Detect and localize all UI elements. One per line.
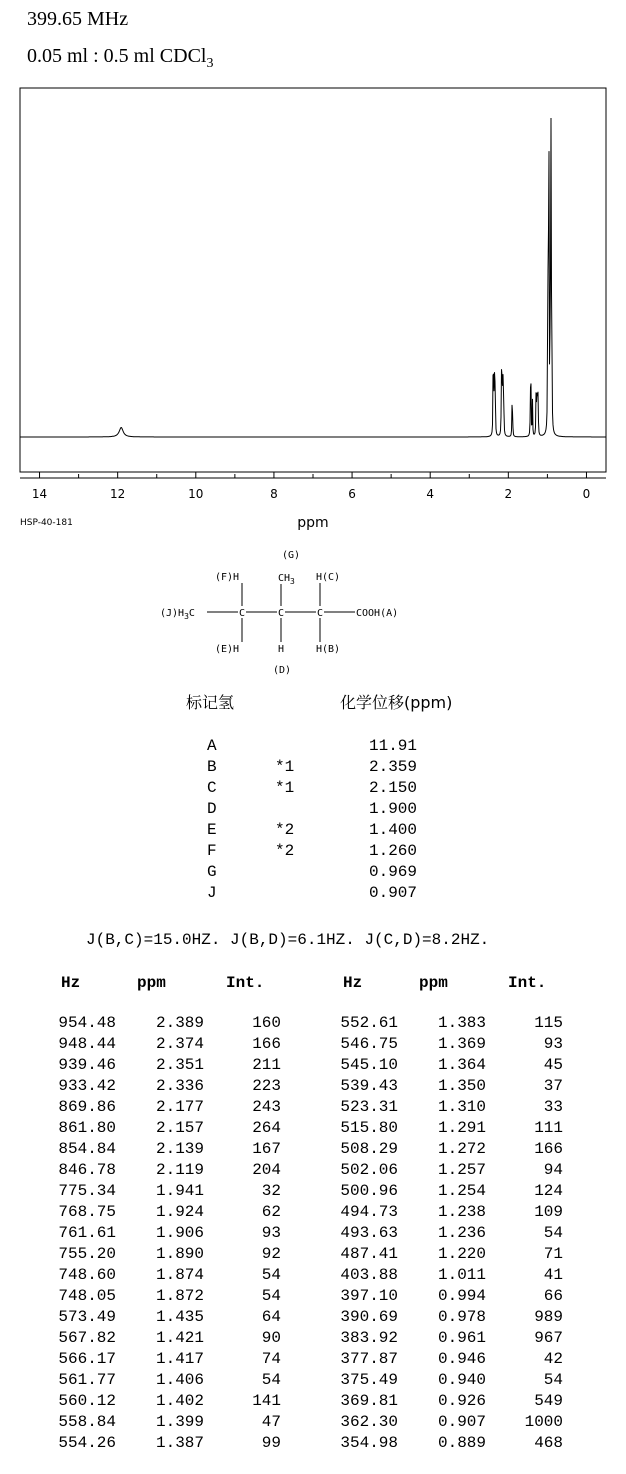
peak-table-cell: 869.86 bbox=[58, 1098, 116, 1116]
peak-table-cell: 854.84 bbox=[58, 1140, 116, 1158]
peak-table-cell: 948.44 bbox=[58, 1035, 116, 1053]
peak-table-cell: 1.399 bbox=[155, 1413, 204, 1431]
peak-table-cell: 1.238 bbox=[437, 1203, 486, 1221]
peak-table-cell: 264 bbox=[252, 1119, 281, 1137]
peak-table-cell: 493.63 bbox=[340, 1224, 398, 1242]
peak-table-cell: 1.874 bbox=[155, 1266, 204, 1284]
peak-table-cell: 93 bbox=[261, 1224, 281, 1242]
assignment-shift: 0.969 bbox=[368, 863, 417, 881]
peak-table-cell: 1000 bbox=[524, 1413, 563, 1431]
peak-table-cell: 45 bbox=[543, 1056, 563, 1074]
peak-table-cell: 1.011 bbox=[437, 1266, 486, 1284]
peak-table-cell: 1.310 bbox=[437, 1098, 486, 1116]
peak-table-cell: 32 bbox=[261, 1182, 281, 1200]
assignment-shift: 1.400 bbox=[368, 821, 417, 839]
peak-table-cell: 0.926 bbox=[437, 1392, 486, 1410]
peak-table-cell: 768.75 bbox=[58, 1203, 116, 1221]
peak-table-cell: 554.26 bbox=[58, 1434, 116, 1452]
peak-table-cell: 523.31 bbox=[340, 1098, 398, 1116]
bonds bbox=[207, 583, 355, 642]
peak-table-cell: 1.350 bbox=[437, 1077, 486, 1095]
label-CH3 bbox=[278, 573, 295, 586]
peak-table-cell: 223 bbox=[252, 1077, 281, 1095]
peak-table-cell: 2.157 bbox=[155, 1119, 204, 1137]
peak-table-cell: 0.994 bbox=[437, 1287, 486, 1305]
label-H-D: H bbox=[278, 644, 285, 655]
assignment-label: A bbox=[207, 737, 217, 755]
peak-table-cell: 1.924 bbox=[155, 1203, 204, 1221]
solvent-text: 0.05 ml : 0.5 ml CDCl bbox=[27, 45, 207, 67]
peak-table-cell: 546.75 bbox=[340, 1035, 398, 1053]
peak-table-cell: 62 bbox=[261, 1203, 281, 1221]
assignment-label: G bbox=[207, 863, 217, 881]
peak-table-cell: 1.369 bbox=[437, 1035, 486, 1053]
peak-table-cell: 109 bbox=[534, 1203, 563, 1221]
peak-table-cell: 166 bbox=[534, 1140, 563, 1158]
peak-table-cell: 1.272 bbox=[437, 1140, 486, 1158]
peak-table-header: ppm bbox=[419, 974, 448, 992]
peak-table-cell: 846.78 bbox=[58, 1161, 116, 1179]
peak-table-cell: 502.06 bbox=[340, 1161, 398, 1179]
peak-table-cell: 160 bbox=[252, 1014, 281, 1032]
peak-table-cell: 92 bbox=[261, 1245, 281, 1263]
peak-table-cell: 487.41 bbox=[340, 1245, 398, 1263]
peak-table-cell: 42 bbox=[543, 1350, 563, 1368]
assignment-shift: 11.91 bbox=[368, 737, 417, 755]
peak-table-cell: 390.69 bbox=[340, 1308, 398, 1326]
peak-table-cell: 94 bbox=[543, 1161, 563, 1179]
label-D: (D) bbox=[273, 665, 292, 676]
peak-table-cell: 1.906 bbox=[155, 1224, 204, 1242]
peak-table-cell: 1.387 bbox=[155, 1434, 204, 1452]
peak-table-cell: 939.46 bbox=[58, 1056, 116, 1074]
peak-table-cell: 41 bbox=[543, 1266, 563, 1284]
peak-table-cell: 954.48 bbox=[58, 1014, 116, 1032]
assignment-label: C bbox=[207, 779, 217, 797]
peak-table-cell: 566.17 bbox=[58, 1350, 116, 1368]
spectrometer-frequency: 399.65 MHz bbox=[27, 8, 129, 30]
peak-table-cell: 2.389 bbox=[155, 1014, 204, 1032]
peak-table-cell: 124 bbox=[534, 1182, 563, 1200]
peak-table-cell: 1.402 bbox=[155, 1392, 204, 1410]
ch3-sub: 3 bbox=[290, 577, 295, 586]
ch3-text: CH bbox=[278, 573, 291, 584]
spectrum-trace bbox=[20, 118, 606, 437]
x-tick-label: 2 bbox=[504, 487, 513, 501]
peak-table-cell: 1.890 bbox=[155, 1245, 204, 1263]
peak-table-header: Int. bbox=[226, 974, 265, 992]
carbon-1: C bbox=[239, 608, 246, 619]
peak-table-cell: 552.61 bbox=[340, 1014, 398, 1032]
peak-table-cell: 0.907 bbox=[437, 1413, 486, 1431]
assignment-shift: 1.900 bbox=[368, 800, 417, 818]
x-tick-label: 4 bbox=[426, 487, 435, 501]
peak-table-cell: 115 bbox=[534, 1014, 563, 1032]
jh-sub: 3 bbox=[184, 612, 189, 621]
peak-table-cell: 90 bbox=[261, 1329, 281, 1347]
peak-table-cell: 1.364 bbox=[437, 1056, 486, 1074]
peak-table-cell: 1.941 bbox=[155, 1182, 204, 1200]
assignment-shift: 0.907 bbox=[368, 884, 417, 902]
spectrum-code: HSP-40-181 bbox=[20, 518, 73, 528]
peak-table-cell: 375.49 bbox=[340, 1371, 398, 1389]
peak-table-cell: 54 bbox=[261, 1287, 281, 1305]
peak-table-cell: 111 bbox=[534, 1119, 563, 1137]
peak-table-cell: 141 bbox=[252, 1392, 281, 1410]
peak-table-cell: 1.257 bbox=[437, 1161, 486, 1179]
peak-table-cell: 761.61 bbox=[58, 1224, 116, 1242]
assignment-note: *2 bbox=[275, 821, 295, 839]
assignment-header-label: 标记氢 bbox=[186, 693, 235, 712]
peak-table-cell: 2.351 bbox=[155, 1056, 204, 1074]
label-F-H: (F)H bbox=[215, 572, 240, 583]
x-tick-label: 6 bbox=[348, 487, 356, 501]
peak-table-cell: 71 bbox=[543, 1245, 563, 1263]
peak-table-cell: 66 bbox=[543, 1287, 563, 1305]
peak-table-cell: 1.383 bbox=[437, 1014, 486, 1032]
peak-table-cell: 54 bbox=[543, 1224, 563, 1242]
carbon-3: C bbox=[317, 608, 324, 619]
jh-text: (J)H bbox=[160, 608, 185, 619]
peak-table-cell: 369.81 bbox=[340, 1392, 398, 1410]
peak-table-cell: 861.80 bbox=[58, 1119, 116, 1137]
peak-table-cell: 0.946 bbox=[437, 1350, 486, 1368]
peak-table-cell: 2.139 bbox=[155, 1140, 204, 1158]
peak-table-cell: 573.49 bbox=[58, 1308, 116, 1326]
peak-table-cell: 967 bbox=[534, 1329, 563, 1347]
peak-table-cell: 748.60 bbox=[58, 1266, 116, 1284]
peak-table-cell: 64 bbox=[261, 1308, 281, 1326]
peak-table-cell: 93 bbox=[543, 1035, 563, 1053]
peak-table-cell: 2.336 bbox=[155, 1077, 204, 1095]
peak-table-cell: 558.84 bbox=[58, 1413, 116, 1431]
peak-table-cell: 561.77 bbox=[58, 1371, 116, 1389]
peak-table-cell: 468 bbox=[534, 1434, 563, 1452]
peak-table-cell: 567.82 bbox=[58, 1329, 116, 1347]
peak-table-cell: 37 bbox=[543, 1077, 563, 1095]
assignment-note: *1 bbox=[275, 779, 295, 797]
peak-table-cell: 2.119 bbox=[155, 1161, 204, 1179]
x-tick-label: 8 bbox=[270, 487, 278, 501]
peak-table-cell: 933.42 bbox=[58, 1077, 116, 1095]
peak-table-cell: 362.30 bbox=[340, 1413, 398, 1431]
peak-table-cell: 204 bbox=[252, 1161, 281, 1179]
peak-table-cell: 243 bbox=[252, 1098, 281, 1116]
peak-table-header: Hz bbox=[61, 974, 81, 992]
x-tick-label: 14 bbox=[31, 487, 48, 501]
peak-table-cell: 377.87 bbox=[340, 1350, 398, 1368]
assignment-label: D bbox=[207, 800, 217, 818]
peak-table-cell: 494.73 bbox=[340, 1203, 398, 1221]
label-COOH: COOH(A) bbox=[356, 608, 399, 619]
assignment-shift: 1.260 bbox=[368, 842, 417, 860]
peak-table-cell: 211 bbox=[252, 1056, 281, 1074]
label-J-H3C bbox=[160, 608, 195, 621]
peak-table-cell: 1.872 bbox=[155, 1287, 204, 1305]
nmr-spectrum-chart bbox=[0, 0, 626, 540]
peak-table-cell: 775.34 bbox=[58, 1182, 116, 1200]
peak-table-cell: 748.05 bbox=[58, 1287, 116, 1305]
x-tick-label: 0 bbox=[582, 487, 591, 501]
peak-table-cell: 989 bbox=[534, 1308, 563, 1326]
assignment-header-shift: 化学位移(ppm) bbox=[340, 693, 453, 712]
label-G: (G) bbox=[282, 550, 301, 561]
peak-table-cell: 508.29 bbox=[340, 1140, 398, 1158]
peak-table-cell: 397.10 bbox=[340, 1287, 398, 1305]
peak-table-cell: 54 bbox=[261, 1266, 281, 1284]
assignment-label: E bbox=[207, 821, 217, 839]
label-H-C: H(C) bbox=[316, 572, 341, 583]
peak-table-cell: 166 bbox=[252, 1035, 281, 1053]
peak-table-cell: 33 bbox=[543, 1098, 563, 1116]
peak-table-cell: 1.220 bbox=[437, 1245, 486, 1263]
peak-table-cell: 545.10 bbox=[340, 1056, 398, 1074]
peak-table-cell: 1.417 bbox=[155, 1350, 204, 1368]
assignment-label: F bbox=[207, 842, 217, 860]
x-tick-label: 10 bbox=[188, 487, 204, 501]
assignment-shift: 2.150 bbox=[368, 779, 417, 797]
assignment-shift: 2.359 bbox=[368, 758, 417, 776]
peak-table-cell: 167 bbox=[252, 1140, 281, 1158]
peak-table-cell: 403.88 bbox=[340, 1266, 398, 1284]
peak-table-cell: 74 bbox=[261, 1350, 281, 1368]
carbon-2: C bbox=[278, 608, 285, 619]
peak-table-cell: 539.43 bbox=[340, 1077, 398, 1095]
plot-frame bbox=[20, 88, 606, 472]
peak-table-header: Int. bbox=[508, 974, 547, 992]
peak-table-cell: 1.291 bbox=[437, 1119, 486, 1137]
peak-table-cell: 54 bbox=[543, 1371, 563, 1389]
peak-table-cell: 515.80 bbox=[340, 1119, 398, 1137]
peak-table-cell: 47 bbox=[261, 1413, 281, 1431]
peak-table-cell: 1.254 bbox=[437, 1182, 486, 1200]
peak-table-cell: 755.20 bbox=[58, 1245, 116, 1263]
x-tick-labels bbox=[32, 487, 590, 501]
x-axis-label: ppm bbox=[297, 515, 329, 531]
peak-table-cell: 1.435 bbox=[155, 1308, 204, 1326]
peak-table-cell: 0.961 bbox=[437, 1329, 486, 1347]
peak-table-cell: 383.92 bbox=[340, 1329, 398, 1347]
peak-table-cell: 1.421 bbox=[155, 1329, 204, 1347]
jh-c: C bbox=[188, 608, 195, 619]
label-E-H: (E)H bbox=[215, 644, 240, 655]
peak-table-cell: 0.978 bbox=[437, 1308, 486, 1326]
peak-table-header: Hz bbox=[343, 974, 363, 992]
peak-table-cell: 99 bbox=[261, 1434, 281, 1452]
peak-table-header: ppm bbox=[137, 974, 166, 992]
coupling-constants: J(B,C)=15.0HZ. J(B,D)=6.1HZ. J(C,D)=8.2HZ. bbox=[86, 931, 490, 949]
peak-table-cell: 0.940 bbox=[437, 1371, 486, 1389]
x-ticks bbox=[40, 472, 587, 478]
peak-table-cell: 500.96 bbox=[340, 1182, 398, 1200]
peak-table-cell: 1.236 bbox=[437, 1224, 486, 1242]
peak-table-cell: 549 bbox=[534, 1392, 563, 1410]
assignment-note: *1 bbox=[275, 758, 295, 776]
peak-table-cell: 54 bbox=[261, 1371, 281, 1389]
peak-table-cell: 2.374 bbox=[155, 1035, 204, 1053]
x-tick-label: 12 bbox=[110, 487, 126, 501]
assignment-label: J bbox=[207, 884, 217, 902]
assignment-note: *2 bbox=[275, 842, 295, 860]
label-H-B: H(B) bbox=[316, 644, 341, 655]
peak-table-cell: 2.177 bbox=[155, 1098, 204, 1116]
assignment-label: B bbox=[207, 758, 217, 776]
peak-table-cell: 1.406 bbox=[155, 1371, 204, 1389]
peak-table-cell: 354.98 bbox=[340, 1434, 398, 1452]
solvent-subscript: 3 bbox=[206, 56, 214, 71]
peak-table-cell: 560.12 bbox=[58, 1392, 116, 1410]
peak-table-cell: 0.889 bbox=[437, 1434, 486, 1452]
